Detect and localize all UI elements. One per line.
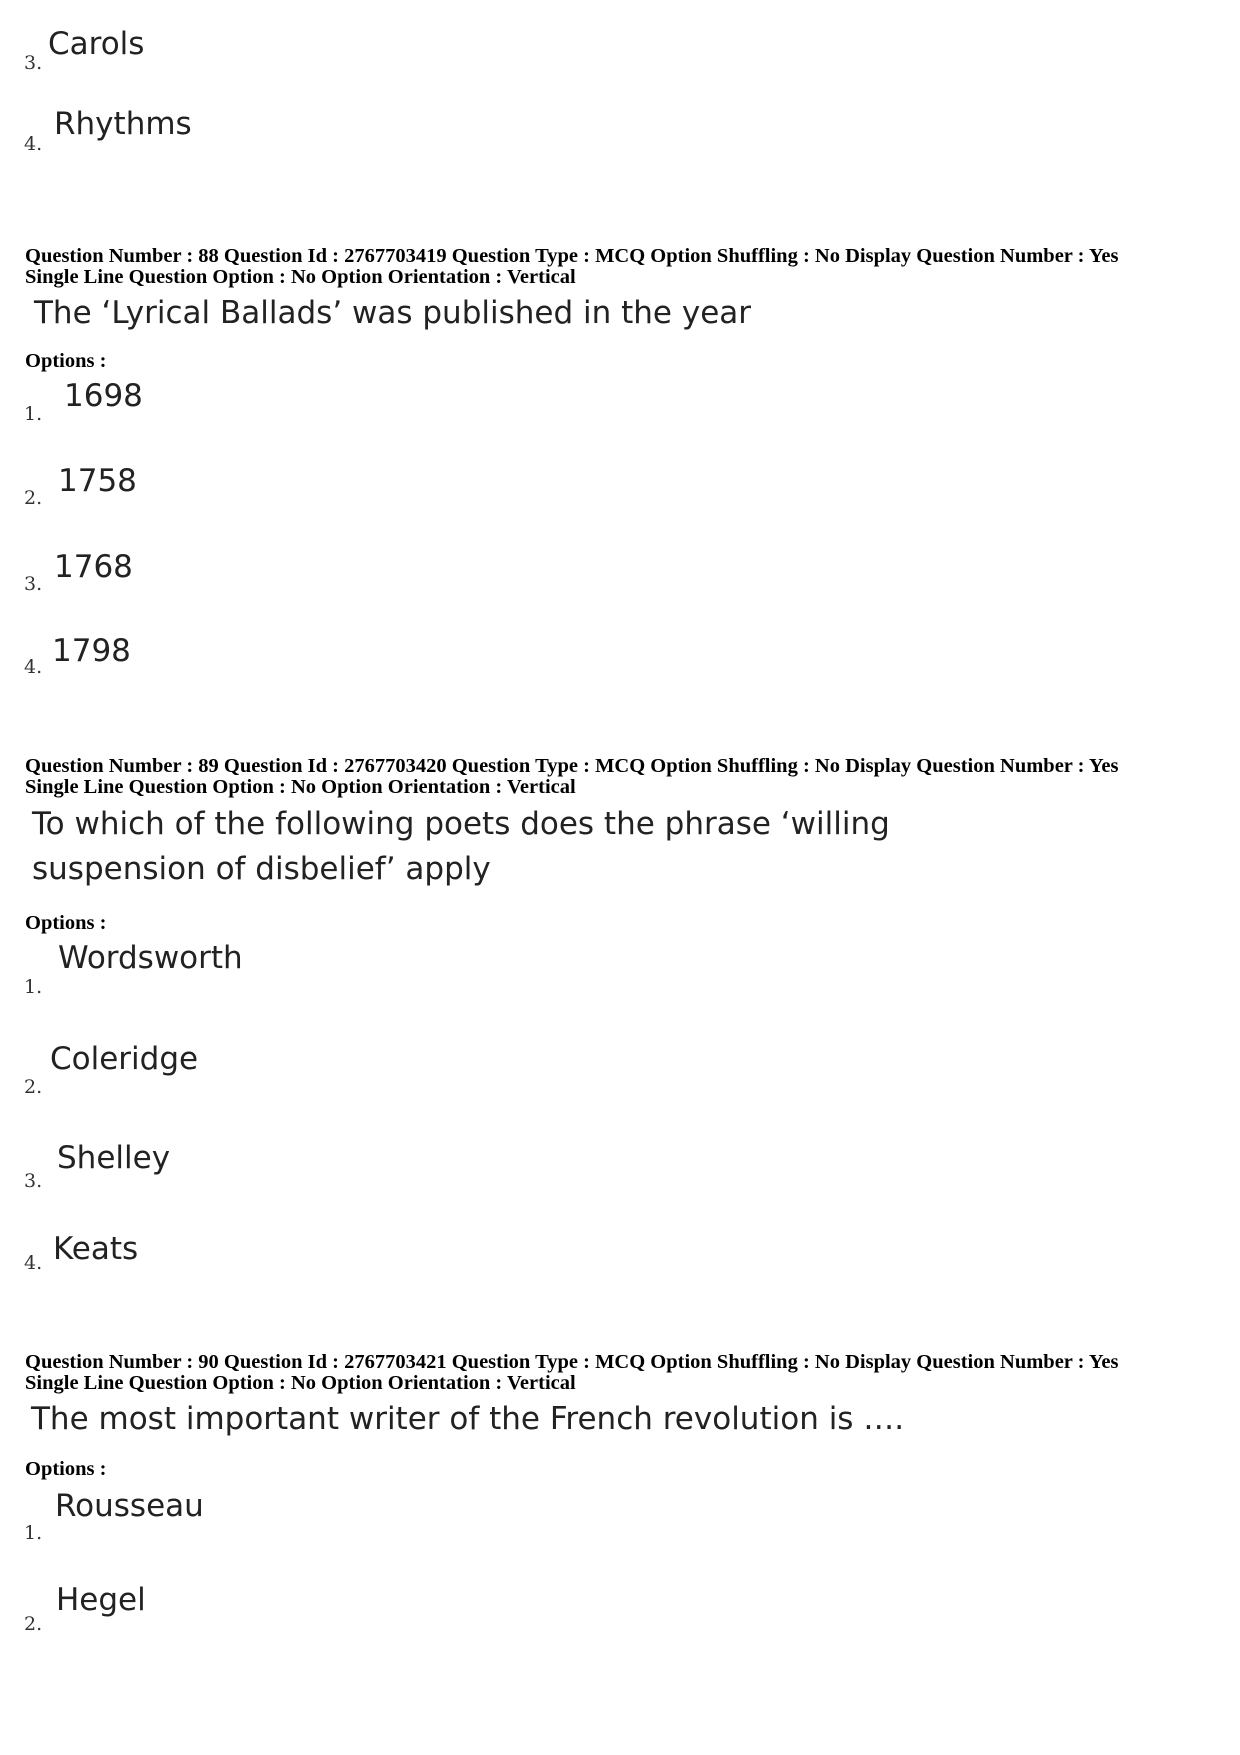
options-label: Options : [25, 1458, 107, 1480]
options-label: Options : [25, 912, 107, 934]
option-number: 4. [24, 133, 43, 155]
option-number: 2. [24, 487, 43, 509]
option-number: 3. [24, 52, 43, 74]
option-text: 1768 [54, 549, 133, 585]
option-number: 2. [24, 1076, 43, 1098]
option-number: 2. [24, 1613, 43, 1635]
option-number: 1. [24, 976, 43, 998]
options-label: Options : [25, 350, 107, 372]
option-number: 4. [24, 1252, 43, 1274]
option-number: 1. [24, 403, 43, 425]
question-text-line: To which of the following poets does the phrase ‘willing [32, 806, 890, 842]
question-meta-line2: Single Line Question Option : No Option Orientation : Vertical [25, 776, 576, 798]
option-text: Coleridge [50, 1041, 199, 1077]
option-number: 1. [24, 1522, 43, 1544]
option-text: Carols [48, 26, 145, 62]
option-text: Wordsworth [58, 940, 243, 976]
option-number: 3. [24, 573, 43, 595]
question-meta-line2: Single Line Question Option : No Option Orientation : Vertical [25, 266, 576, 288]
option-text: Hegel [56, 1582, 146, 1618]
question-text: The most important writer of the French revolution is …. [31, 1401, 905, 1437]
option-text: Rousseau [55, 1488, 204, 1524]
option-text: 1698 [64, 378, 143, 414]
question-text-line: suspension of disbelief’ apply [32, 851, 491, 887]
option-text: Keats [53, 1231, 139, 1267]
option-text: 1758 [58, 463, 137, 499]
option-number: 4. [24, 656, 43, 678]
option-text: 1798 [52, 633, 131, 669]
option-text: Rhythms [54, 106, 192, 142]
option-text: Shelley [57, 1140, 171, 1176]
question-meta-line1: Question Number : 90 Question Id : 2767703421 Question Type : MCQ Option Shuffling : No Display Question Number : Yes [25, 1351, 1119, 1373]
option-number: 3. [24, 1170, 43, 1192]
question-meta-line1: Question Number : 89 Question Id : 2767703420 Question Type : MCQ Option Shuffling : No Display Question Number : Yes [25, 755, 1119, 777]
question-meta-line1: Question Number : 88 Question Id : 2767703419 Question Type : MCQ Option Shuffling : No Display Question Number : Yes [25, 245, 1119, 267]
question-text: The ‘Lyrical Ballads’ was published in the year [34, 295, 752, 331]
question-meta-line2: Single Line Question Option : No Option Orientation : Vertical [25, 1372, 576, 1394]
